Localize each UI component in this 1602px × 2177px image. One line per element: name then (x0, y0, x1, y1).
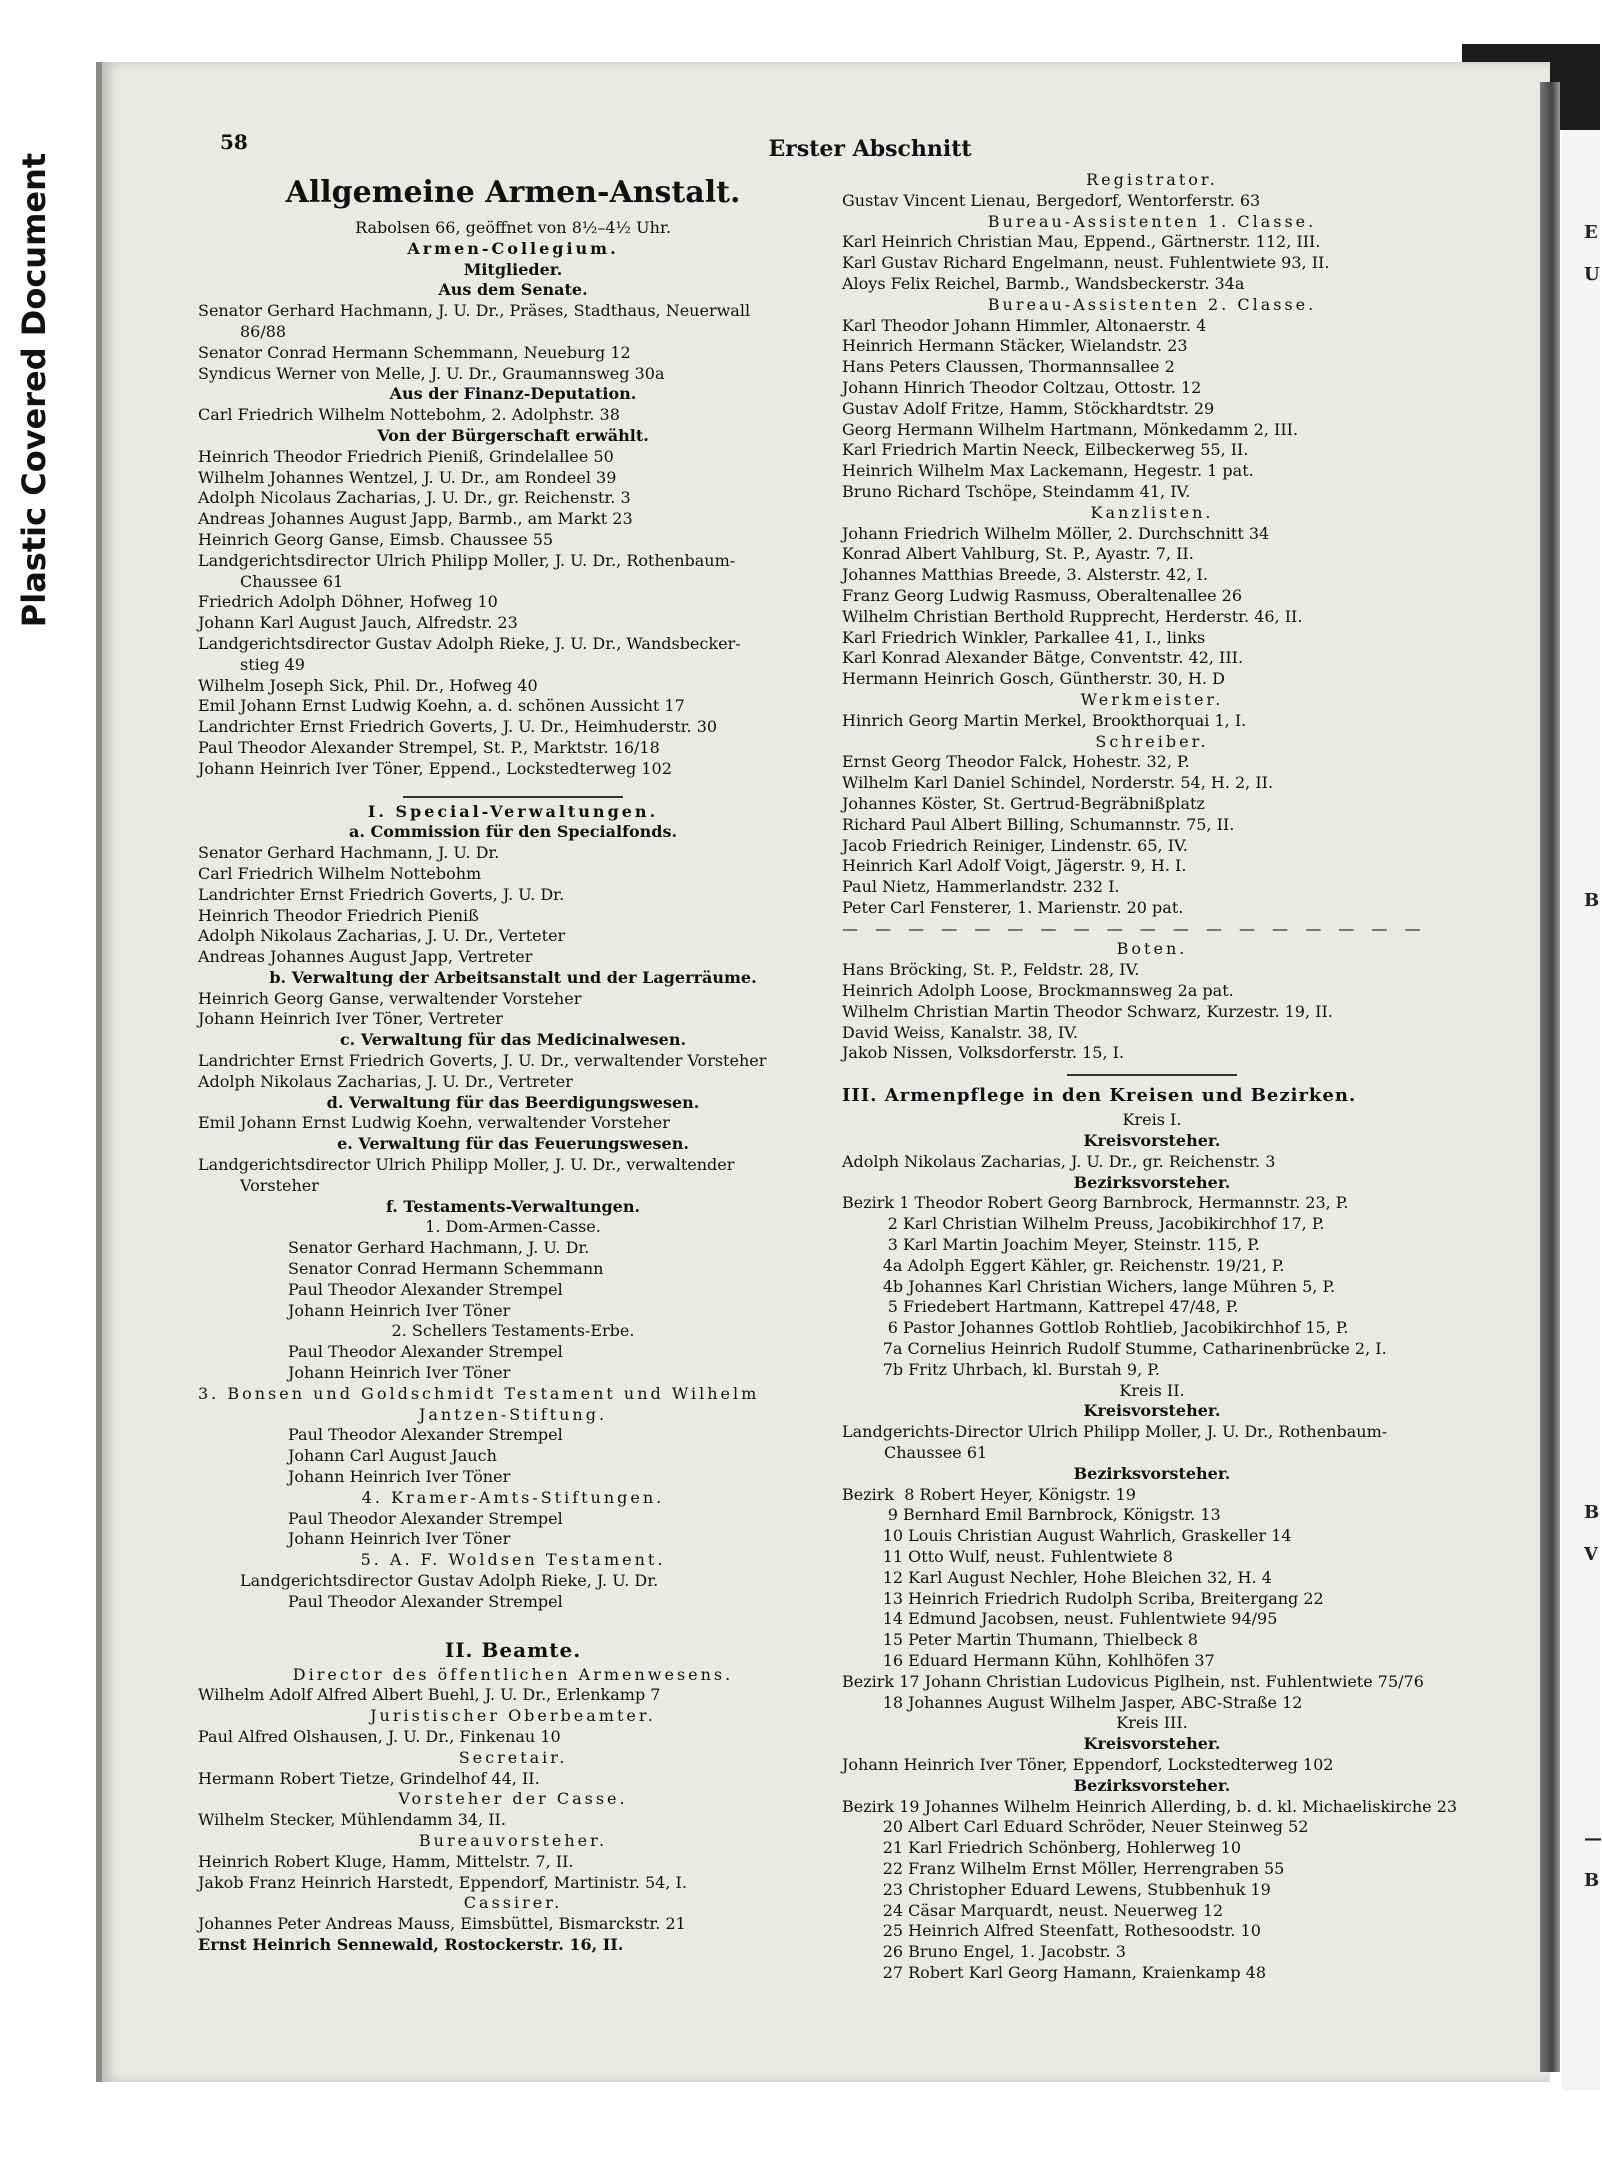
entry-line: Konrad Albert Vahlburg, St. P., Ayastr. 7, II. (842, 544, 1194, 564)
district-entry: 7a Cornelius Heinrich Rudolf Stumme, Catharinenbrücke 2, I. (842, 1339, 1387, 1359)
entry-line: Hermann Robert Tietze, Grindelhof 44, II. (198, 1768, 540, 1788)
entry-line: Heinrich Georg Ganse, Eimsb. Chaussee 55 (198, 529, 554, 549)
district-entry: 21 Karl Friedrich Schönberg, Hohlerweg 10 (842, 1838, 1242, 1858)
entry-line: Ernst Georg Theodor Falck, Hohestr. 32, P. (842, 752, 1190, 772)
district-entry: 6 Pastor Johannes Gottlob Rohtlieb, Jacobikirchhof 15, P. (842, 1318, 1349, 1338)
edge-mark: U (1584, 264, 1600, 285)
entry-line: Landrichter Ernst Friedrich Goverts, J. U. Dr. (198, 884, 565, 904)
entry-line: Senator Gerhard Hachmann, J. U. Dr., Präses, Stadthaus, Neuerwall (198, 301, 751, 321)
district-entry: 11 Otto Wulf, neust. Fuhlentwiete 8 (842, 1547, 1173, 1566)
subheading: Kreisvorsteher. (1083, 1131, 1221, 1151)
subheading: d. Verwaltung für das Beerdigungswesen. (326, 1092, 700, 1112)
entry-line: Karl Konrad Alexander Bätge, Conventstr. 42, III. (842, 648, 1244, 668)
side-label-text: Plastic Covered Document (15, 152, 54, 628)
district-entry: 14 Edmund Jacobsen, neust. Fuhlentwiete 94/95 (842, 1609, 1278, 1629)
entry-line: 3. Bonsen und Goldschmidt Testament und Wilhelm (198, 1383, 760, 1403)
district-entry: 4b Johannes Karl Christian Wichers, lange Mühren 5, P. (842, 1276, 1336, 1296)
entry-line: Hans Bröcking, St. P., Feldstr. 28, IV. (842, 960, 1140, 980)
entry-line: 86/88 (240, 321, 287, 341)
edge-mark: E (1584, 222, 1598, 243)
subheading: Kreis I. (1122, 1110, 1182, 1130)
entry-line: Karl Gustav Richard Engelmann, neust. Fuhlentwiete 93, II. (842, 253, 1330, 273)
entry-line: Aloys Felix Reichel, Barmb., Wandsbeckerstr. 34a (842, 273, 1245, 293)
entry-line: Syndicus Werner von Melle, J. U. Dr., Graumannsweg 30a (198, 363, 665, 383)
entry-line: Wilhelm Stecker, Mühlendamm 34, II. (198, 1810, 506, 1830)
subheading: Bezirksvorsteher. (1073, 1775, 1231, 1795)
subheading: Kreis II. (1119, 1380, 1185, 1400)
subheading: Boten. (1116, 939, 1188, 959)
entry-line: Heinrich Adolph Loose, Brockmannsweg 2a pat. (842, 981, 1234, 1001)
subheading: 2. Schellers Testaments-Erbe. (391, 1321, 635, 1341)
entry-line: Karl Heinrich Christian Mau, Eppend., Gärtnerstr. 112, III. (842, 232, 1321, 252)
subheading: Registrator. (1086, 170, 1218, 189)
district-entry: 13 Heinrich Friedrich Rudolph Scriba, Breitergang 22 (842, 1588, 1324, 1608)
subheading: Cassirer. (463, 1893, 563, 1913)
left-column (198, 170, 828, 1956)
entry-line: Johann Carl August Jauch (288, 1446, 497, 1466)
entry-line: Paul Nietz, Hammerlandstr. 232 I. (842, 877, 1120, 897)
entry-line: Jakob Nissen, Volksdorferstr. 15, I. (842, 1043, 1125, 1063)
district-entry: 5 Friedebert Hartmann, Kattrepel 47/48, P. (842, 1297, 1239, 1317)
entry-line: Johann Heinrich Iver Töner (288, 1300, 511, 1320)
district-entry: 24 Cäsar Marquardt, neust. Neuerweg 12 (842, 1900, 1224, 1920)
district-entry: 16 Eduard Hermann Kühn, Kohlhöfen 37 (842, 1650, 1215, 1670)
subheading: Von der Bürgerschaft erwählt. (377, 425, 649, 445)
entry-line: Adolph Nikolaus Zacharias, J. U. Dr., Vertreter (198, 1071, 573, 1091)
subheading: Kanzlisten. (1090, 502, 1214, 522)
edge-mark: B (1584, 890, 1600, 911)
entry-line: Landgerichtsdirector Gustav Adolph Rieke, J. U. Dr. (240, 1571, 659, 1590)
entry-line: stieg 49 (240, 654, 305, 674)
subheading: Jantzen-Stiftung. (418, 1404, 608, 1424)
entry-line: Paul Theodor Alexander Strempel (288, 1425, 563, 1445)
entry-line: Jakob Franz Heinrich Harstedt, Eppendorf, Martinistr. 54, I. (198, 1872, 687, 1892)
page-gutter-shadow (1540, 82, 1560, 2072)
entry-line: Paul Theodor Alexander Strempel (288, 1279, 563, 1299)
entry-line: Heinrich Karl Adolf Voigt, Jägerstr. 9, H. I. (842, 856, 1187, 876)
subheading: Vorsteher der Casse. (398, 1789, 628, 1809)
entry-line: Chaussee 61 (884, 1443, 988, 1463)
entry-line: Johannes Matthias Breede, 3. Alsterstr. 42, I. (842, 565, 1208, 585)
entry-line: Heinrich Wilhelm Max Lackemann, Hegestr. 1 pat. (842, 461, 1254, 481)
entry-line: Gustav Adolf Fritze, Hamm, Stöckhardtstr. 29 (842, 398, 1215, 418)
entry-line: Paul Theodor Alexander Strempel (288, 1508, 563, 1528)
subheading: Bezirksvorsteher. (1073, 1463, 1231, 1483)
entry-line: Landgerichts-Director Ulrich Philipp Moller, J. U. Dr., Rothenbaum- (842, 1422, 1388, 1442)
entry-line: Heinrich Theodor Friedrich Pieniß, Grindelallee 50 (198, 446, 614, 466)
subheading: Bureau-Assistenten 2. Classe. (987, 294, 1317, 314)
divider (403, 796, 623, 798)
page-number: 58 (220, 130, 248, 154)
district-entry: 22 Franz Wilhelm Ernst Möller, Herrengraben 55 (842, 1858, 1285, 1878)
entry-line: Paul Theodor Alexander Strempel (288, 1591, 563, 1611)
section-heading: III. Armenpflege in den Kreisen und Bezirken. (842, 1085, 1357, 1107)
entry-line: Landrichter Ernst Friedrich Goverts, J. U. Dr., Heimhuderstr. 30 (198, 717, 718, 737)
entry-line: Wilhelm Johannes Wentzel, J. U. Dr., am Rondeel 39 (198, 467, 617, 487)
entry-line: Johann Hinrich Theodor Coltzau, Ottostr. 12 (842, 377, 1202, 397)
entry-line: Johannes Köster, St. Gertrud-Begräbnißplatz (842, 793, 1205, 813)
entry-line: Landgerichtsdirector Ulrich Philipp Moller, J. U. Dr., Rothenbaum- (198, 550, 736, 570)
subheading: Bezirksvorsteher. (1073, 1172, 1231, 1192)
page-header: Erster Abschnitt (768, 136, 972, 162)
entry-line: Landrichter Ernst Friedrich Goverts, J. U. Dr., verwaltender Vorsteher (198, 1051, 767, 1071)
entry-line: Bruno Richard Tschöpe, Steindamm 41, IV. (842, 481, 1191, 501)
edge-mark: B (1584, 1502, 1600, 1523)
dash-separator: — — — — — — — — — — — — — — — — — — (842, 918, 1427, 938)
subheading: a. Commission für den Specialfonds. (348, 822, 678, 842)
entry-line: Landgerichtsdirector Ulrich Philipp Moller, J. U. Dr., verwaltender (198, 1155, 735, 1175)
divider (1067, 1074, 1237, 1076)
subheading: Armen-Collegium. (407, 238, 619, 258)
district-entry: 23 Christopher Eduard Lewens, Stubbenhuk 19 (842, 1879, 1271, 1899)
district-entry: 10 Louis Christian August Wahrlich, Graskeller 14 (842, 1526, 1292, 1546)
section-title: Allgemeine Armen-Anstalt. (285, 175, 741, 210)
subheading: Kreisvorsteher. (1083, 1401, 1221, 1421)
entry-line: Johann Heinrich Iver Töner (288, 1467, 511, 1487)
district-entry: 20 Albert Carl Eduard Schröder, Neuer Steinweg 52 (842, 1817, 1309, 1837)
subheading: Kreisvorsteher. (1083, 1734, 1221, 1754)
right-column (842, 170, 1462, 1984)
entry-line: Ernst Heinrich Sennewald, Rostockerstr. 16, II. (198, 1934, 624, 1954)
district-entry: 18 Johannes August Wilhelm Jasper, ABC-Straße 12 (842, 1692, 1303, 1712)
side-label (14, 120, 54, 660)
next-page-edge (1562, 130, 1600, 2090)
entry-line: Franz Georg Ludwig Rasmuss, Oberaltenallee 26 (842, 585, 1243, 605)
subheading: 4. Kramer-Amts-Stiftungen. (361, 1487, 665, 1507)
entry-line: Adolph Nikolaus Zacharias, J. U. Dr., Verteter (198, 926, 566, 946)
entry-line: Adolph Nikolaus Zacharias, J. U. Dr., gr. Reichenstr. 3 (842, 1151, 1276, 1171)
entry-line: Johann Heinrich Iver Töner, Vertreter (198, 1009, 503, 1029)
subheading: Kreis III. (1116, 1713, 1188, 1733)
district-entry: 4a Adolph Eggert Kähler, gr. Reichenstr. 19/21, P. (842, 1255, 1285, 1275)
subheading: 1. Dom-Armen-Casse. (425, 1217, 601, 1237)
entry-line: Hans Peters Claussen, Thormannsallee 2 (842, 357, 1175, 377)
entry-line: Wilhelm Karl Daniel Schindel, Norderstr. 54, H. 2, II. (842, 773, 1274, 793)
district-entry: 3 Karl Martin Joachim Meyer, Steinstr. 115, P. (842, 1235, 1260, 1255)
entry-line: Paul Theodor Alexander Strempel (288, 1342, 563, 1362)
district-entry: 15 Peter Martin Thumann, Thielbeck 8 (842, 1630, 1198, 1650)
subheading: Bureau-Assistenten 1. Classe. (987, 211, 1317, 231)
entry-line: Johann Heinrich Iver Töner (288, 1529, 511, 1549)
entry-line: Chaussee 61 (240, 571, 344, 591)
district-entry: 7b Fritz Uhrbach, kl. Burstah 9, P. (842, 1359, 1160, 1379)
entry-line: Paul Theodor Alexander Strempel, St. P., Marktstr. 16/18 (198, 737, 660, 757)
district-entry: 26 Bruno Engel, 1. Jacobstr. 3 (842, 1942, 1126, 1962)
entry-line: Paul Alfred Olshausen, J. U. Dr., Finkenau 10 (198, 1726, 561, 1746)
edge-mark: B (1584, 1870, 1600, 1891)
entry-line: Senator Gerhard Hachmann, J. U. Dr. (288, 1238, 590, 1258)
subheading: Bureauvorsteher. (418, 1830, 608, 1850)
district-entry: 25 Heinrich Alfred Steenfatt, Rothesoodstr. 10 (842, 1921, 1261, 1941)
entry-line: Hermann Heinrich Gosch, Güntherstr. 30, H. D (842, 669, 1225, 689)
entry-line: Richard Paul Albert Billing, Schumannstr. 75, II. (842, 814, 1235, 834)
subheading: I. Special-Verwaltungen. (367, 801, 659, 821)
district-entry: Bezirk 19 Johannes Wilhelm Heinrich Allerding, b. d. kl. Michaeliskirche 23 (842, 1796, 1458, 1816)
edge-mark: V (1584, 1544, 1598, 1565)
subheading: Aus dem Senate. (438, 280, 588, 300)
entry-line: Johann Heinrich Iver Töner (288, 1363, 511, 1383)
subheading: Schreiber. (1095, 731, 1209, 751)
subheading: Rabolsen 66, geöffnet von 8½–4½ Uhr. (355, 218, 671, 237)
entry-line: Johann Friedrich Wilhelm Möller, 2. Durchschnitt 34 (842, 523, 1270, 543)
entry-line: Vorsteher (240, 1175, 319, 1195)
entry-line: Gustav Vincent Lienau, Bergedorf, Wentorferstr. 63 (842, 190, 1261, 210)
subheading: Werkmeister. (1080, 689, 1224, 709)
entry-line: Heinrich Georg Ganse, verwaltender Vorsteher (198, 988, 582, 1008)
district-entry: 2 Karl Christian Wilhelm Preuss, Jacobikirchhof 17, P. (842, 1214, 1325, 1234)
entry-line: Carl Friedrich Wilhelm Nottebohm (198, 863, 482, 883)
entry-line: Georg Hermann Wilhelm Hartmann, Mönkedamm 2, III. (842, 419, 1299, 439)
entry-line: Wilhelm Christian Berthold Rupprecht, Herderstr. 46, II. (842, 606, 1303, 626)
entry-line: Senator Gerhard Hachmann, J. U. Dr. (198, 843, 500, 863)
district-entry: Bezirk 17 Johann Christian Ludovicus Piglhein, nst. Fuhlentwiete 75/76 (842, 1671, 1424, 1691)
subheading: Aus der Finanz-Deputation. (389, 384, 637, 404)
district-entry: Bezirk 8 Robert Heyer, Königstr. 19 (842, 1484, 1136, 1504)
entry-line: Emil Johann Ernst Ludwig Koehn, a. d. schönen Aussicht 17 (198, 696, 685, 716)
edge-mark: — (1584, 1828, 1602, 1849)
entry-line: Jacob Friedrich Reiniger, Lindenstr. 65, IV. (842, 835, 1188, 855)
section-heading: II. Beamte. (444, 1637, 582, 1662)
subheading: f. Testaments-Verwaltungen. (385, 1196, 641, 1216)
entry-line: Johann Heinrich Iver Töner, Eppend., Lockstedterweg 102 (198, 758, 672, 778)
subheading: Director des öffentlichen Armenwesens. (292, 1664, 734, 1684)
entry-line: Andreas Johannes August Japp, Barmb., am Markt 23 (198, 509, 633, 529)
entry-line: Johann Karl August Jauch, Alfredstr. 23 (198, 613, 518, 633)
entry-line: Heinrich Hermann Stäcker, Wielandstr. 23 (842, 336, 1188, 356)
entry-line: Adolph Nicolaus Zacharias, J. U. Dr., gr. Reichenstr. 3 (198, 488, 631, 508)
entry-line: Hinrich Georg Martin Merkel, Brookthorquai 1, I. (842, 710, 1247, 730)
entry-line: Senator Conrad Hermann Schemmann, Neueburg 12 (198, 342, 631, 362)
entry-line: Heinrich Robert Kluge, Hamm, Mittelstr. 7, II. (198, 1851, 574, 1871)
subheading: 5. A. F. Woldsen Testament. (360, 1550, 666, 1570)
entry-line: Senator Conrad Hermann Schemmann (288, 1259, 604, 1279)
entry-line: Landgerichtsdirector Gustav Adolph Rieke, J. U. Dr., Wandsbecker- (198, 633, 741, 653)
entry-line: Karl Friedrich Martin Neeck, Eilbeckerweg 55, II. (842, 440, 1249, 460)
entry-line: Emil Johann Ernst Ludwig Koehn, verwaltender Vorsteher (198, 1113, 670, 1133)
subheading: Juristischer Oberbeamter. (370, 1706, 656, 1726)
entry-line: Wilhelm Christian Martin Theodor Schwarz, Kurzestr. 19, II. (842, 1001, 1333, 1021)
entry-line: David Weiss, Kanalstr. 38, IV. (842, 1022, 1079, 1042)
subheading: Mitglieder. (463, 259, 563, 279)
entry-line: Johann Heinrich Iver Töner, Eppendorf, Lockstedterweg 102 (842, 1754, 1334, 1774)
entry-line: Bezirk 1 Theodor Robert Georg Barnbrock, Hermannstr. 23, P. (842, 1193, 1349, 1213)
subheading: c. Verwaltung für das Medicinalwesen. (339, 1030, 687, 1050)
district-entry: 27 Robert Karl Georg Hamann, Kraienkamp 48 (842, 1962, 1266, 1982)
district-entry: 9 Bernhard Emil Barnbrock, Königstr. 13 (842, 1505, 1221, 1525)
district-entry: 12 Karl August Nechler, Hohe Bleichen 32, H. 4 (842, 1567, 1272, 1587)
entry-line: Andreas Johannes August Japp, Vertreter (198, 947, 533, 967)
subheading: b. Verwaltung der Arbeitsanstalt und der Lagerräume. (269, 967, 757, 987)
entry-line: Heinrich Theodor Friedrich Pieniß (198, 905, 479, 925)
subheading: e. Verwaltung für das Feuerungswesen. (337, 1134, 689, 1154)
entry-line: Carl Friedrich Wilhelm Nottebohm, 2. Adolphstr. 38 (198, 405, 620, 425)
entry-line: Karl Friedrich Winkler, Parkallee 41, I., links (842, 627, 1206, 647)
subheading: Secretair. (458, 1747, 568, 1767)
entry-line: Wilhelm Joseph Sick, Phil. Dr., Hofweg 40 (198, 675, 538, 695)
entry-line: Peter Carl Fensterer, 1. Marienstr. 20 pat. (842, 897, 1184, 917)
entry-line: Wilhelm Adolf Alfred Albert Buehl, J. U. Dr., Erlenkamp 7 (198, 1685, 661, 1705)
entry-line: Friedrich Adolph Döhner, Hofweg 10 (198, 592, 498, 612)
entry-line: Karl Theodor Johann Himmler, Altonaerstr. 4 (842, 315, 1207, 335)
entry-line: Johannes Peter Andreas Mauss, Eimsbüttel, Bismarckstr. 21 (198, 1914, 686, 1934)
